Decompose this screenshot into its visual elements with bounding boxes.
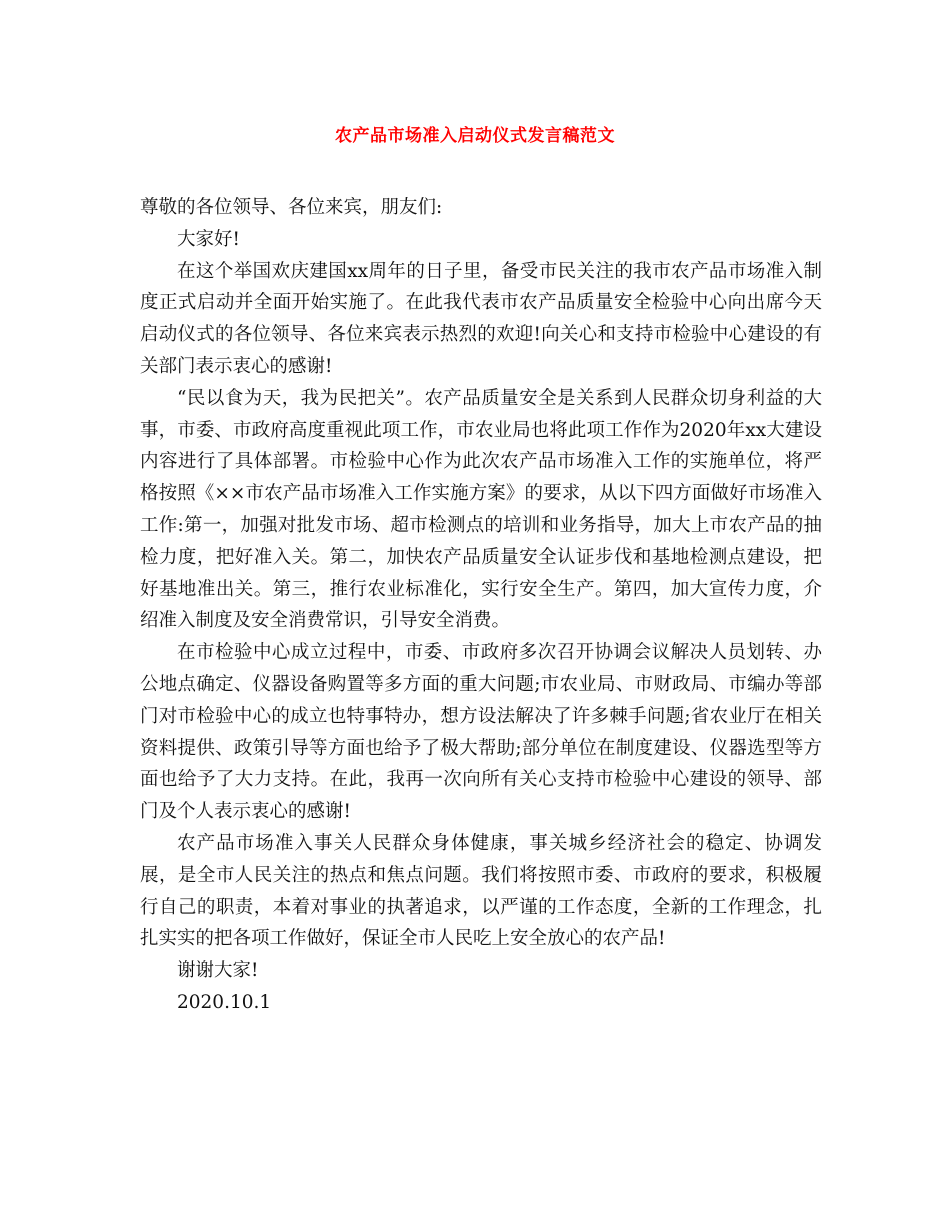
paragraph-4: 农产品市场准入事关人民群众身体健康，事关城乡经济社会的稳定、协调发展，是全市人民关注的热点和焦点问题。我们将按照市委、市政府的要求，积极履行自己的职责，本着对事业的执著追求，以严谨的工作态度，全新的工作理念，扎扎实实的把各项工作做好，保证全市人民吃上安全放心的农产品! xyxy=(140,832,822,950)
document-title: 农产品市场准入启动仪式发言稿范文 xyxy=(335,126,615,146)
paragraph-1: 在这个举国欢庆建国xx周年的日子里，备受市民关注的我市农产品市场准入制度正式启动并全面开始实施了。在此我代表市农产品质量安全检验中心向出席今天启动仪式的各位领导、各位来宾表示热烈的欢迎!向关心和支持市检验中心建设的有关部门表示衷心的感谢! xyxy=(140,260,822,377)
closing: 谢谢大家! xyxy=(177,960,259,982)
greeting: 大家好! xyxy=(177,228,240,250)
paragraph-3: 在市检验中心成立过程中，市委、市政府多次召开协调会议解决人员划转、办公地点确定、仪器设备购置等多方面的重大问题;市农业局、市财政局、市编办等部门对市检验中心的成立也特事特办，想方设法解决了许多棘手问题;省农业厅在相关资料提供、政策引导等方面也给予了极大帮助;部分单位在制度建设、仪器选型等方面也给予了大力支持。在此，我再一次向所有关心支持市检验中心建设的领导、部门及个人表示衷心的感谢! xyxy=(140,642,822,823)
paragraph-2: “民以食为天，我为民把关”。农产品质量安全是关系到人民群众切身利益的大事，市委、市政府高度重视此项工作，市农业局也将此项工作作为2020年xx大建设内容进行了具体部署。市检验中心作为此次农产品市场准入工作的实施单位，将严格按照《××市农产品市场准入工作实施方案》的要求，从以下四方面做好市场准入工作:第一，加强对批发市场、超市检测点的培训和业务指导，加大上市农产品的抽检力度，把好准入关。第二，加快农产品质量安全认证步伐和基地检测点建设，把好基地准出关。第三，推行农业标准化，实行安全生产。第四，加大宣传力度，介绍准入制度及安全消费常识，引导安全消费。 xyxy=(140,387,822,632)
document-body xyxy=(140,192,822,1019)
salutation: 尊敬的各位领导、各位来宾，朋友们: xyxy=(140,197,443,218)
date: 2020.10.1 xyxy=(177,991,272,1013)
